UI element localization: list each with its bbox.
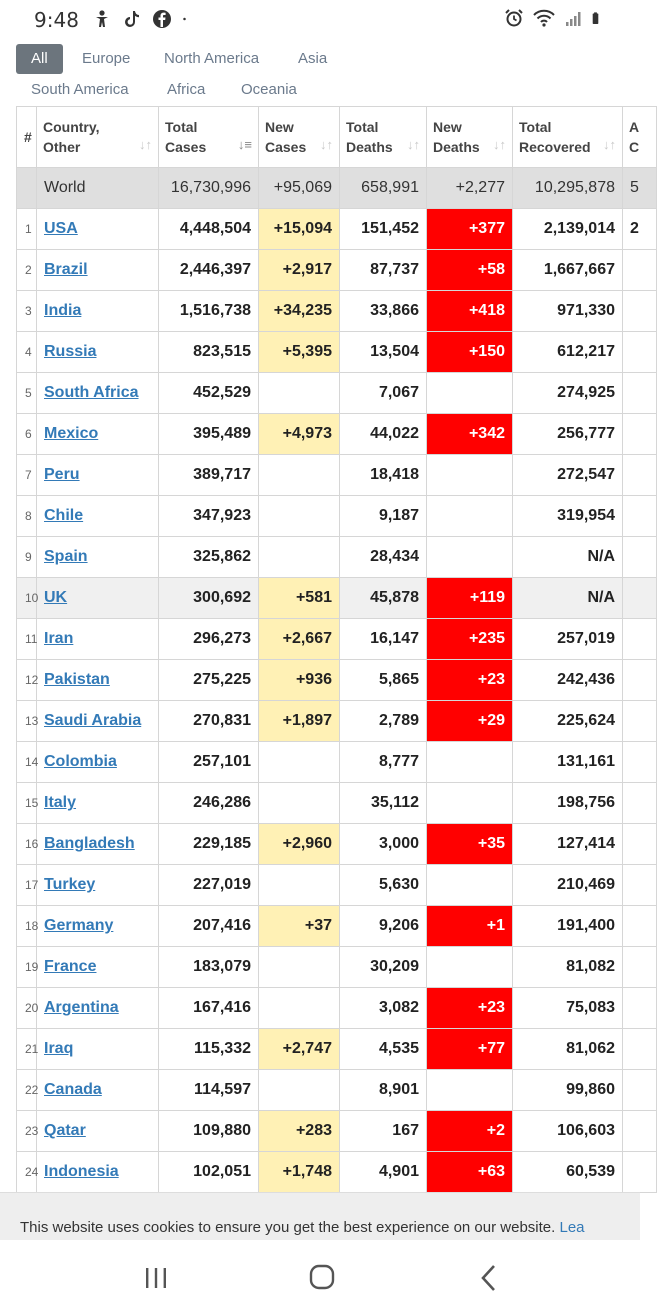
accessibility-icon bbox=[92, 9, 112, 29]
table-row bbox=[17, 947, 657, 988]
status-time: 9:48 bbox=[34, 8, 79, 32]
country-link[interactable]: Qatar bbox=[44, 1122, 86, 1139]
table-row bbox=[17, 783, 657, 824]
new-cases-cell: +5,395 bbox=[259, 332, 340, 373]
total-deaths-cell: 5,630 bbox=[340, 865, 427, 906]
total-recovered-cell: 60,539 bbox=[513, 1152, 623, 1193]
tab-south-america[interactable]: South America bbox=[31, 81, 129, 98]
header-new-deaths[interactable]: New Deaths ↓↑ bbox=[427, 107, 513, 168]
country-name bbox=[37, 906, 159, 947]
row-index: 20 bbox=[17, 988, 37, 1029]
country-name bbox=[37, 1152, 159, 1193]
country-link[interactable]: France bbox=[44, 958, 97, 975]
alarm-icon bbox=[504, 8, 524, 28]
table-row bbox=[17, 660, 657, 701]
country-name bbox=[37, 414, 159, 455]
country-link[interactable]: Iran bbox=[44, 630, 74, 647]
total-cases-cell: 2,446,397 bbox=[159, 250, 259, 291]
new-deaths-cell bbox=[427, 783, 513, 824]
total-deaths-cell: 3,000 bbox=[340, 824, 427, 865]
active-cases-cell bbox=[623, 496, 657, 537]
total-cases-cell: 300,692 bbox=[159, 578, 259, 619]
row-index: 2 bbox=[17, 250, 37, 291]
new-cases-cell: +2,960 bbox=[259, 824, 340, 865]
total-recovered-cell: 210,469 bbox=[513, 865, 623, 906]
total-recovered-cell: 257,019 bbox=[513, 619, 623, 660]
row-index: 3 bbox=[17, 291, 37, 332]
table-row bbox=[17, 1111, 657, 1152]
tiktok-icon bbox=[122, 9, 142, 29]
country-link[interactable]: Mexico bbox=[44, 425, 99, 442]
total-recovered-cell: 99,860 bbox=[513, 1070, 623, 1111]
new-cases-cell bbox=[259, 373, 340, 414]
table-row bbox=[17, 619, 657, 660]
new-deaths-cell: +77 bbox=[427, 1029, 513, 1070]
active-cases-cell bbox=[623, 619, 657, 660]
new-deaths-cell: +119 bbox=[427, 578, 513, 619]
total-recovered-cell: 191,400 bbox=[513, 906, 623, 947]
country-name bbox=[37, 824, 159, 865]
country-name: World bbox=[37, 168, 159, 209]
country-name bbox=[37, 496, 159, 537]
sort-icon: ↓↑ bbox=[139, 137, 152, 152]
total-deaths-cell: 35,112 bbox=[340, 783, 427, 824]
country-name bbox=[37, 742, 159, 783]
new-cases-cell: +283 bbox=[259, 1111, 340, 1152]
total-cases-cell: 389,717 bbox=[159, 455, 259, 496]
row-index: 4 bbox=[17, 332, 37, 373]
row-index: 6 bbox=[17, 414, 37, 455]
total-deaths-cell: 4,901 bbox=[340, 1152, 427, 1193]
active-cases-cell bbox=[623, 578, 657, 619]
country-link[interactable]: Iraq bbox=[44, 1040, 74, 1057]
country-name bbox=[37, 578, 159, 619]
row-index: 17 bbox=[17, 865, 37, 906]
table-row bbox=[17, 455, 657, 496]
new-deaths-cell: +342 bbox=[427, 414, 513, 455]
total-cases-cell: 275,225 bbox=[159, 660, 259, 701]
new-deaths-cell: +2,277 bbox=[427, 168, 513, 209]
new-cases-cell bbox=[259, 742, 340, 783]
dot-icon bbox=[182, 9, 192, 29]
active-cases-cell bbox=[623, 988, 657, 1029]
total-recovered-cell: N/A bbox=[513, 537, 623, 578]
new-deaths-cell bbox=[427, 1070, 513, 1111]
total-cases-cell: 227,019 bbox=[159, 865, 259, 906]
new-deaths-cell: +2 bbox=[427, 1111, 513, 1152]
region-tabs bbox=[16, 44, 640, 106]
new-deaths-cell bbox=[427, 373, 513, 414]
row-index: 12 bbox=[17, 660, 37, 701]
active-cases-cell bbox=[623, 742, 657, 783]
total-cases-cell: 16,730,996 bbox=[159, 168, 259, 209]
sort-icon: ↓↑ bbox=[407, 137, 420, 152]
country-link[interactable]: Italy bbox=[44, 794, 77, 811]
table-row bbox=[17, 988, 657, 1029]
country-link[interactable]: Bangladesh bbox=[44, 835, 135, 852]
total-recovered-cell: 1,667,667 bbox=[513, 250, 623, 291]
country-name bbox=[37, 701, 159, 742]
active-cases-cell bbox=[623, 332, 657, 373]
country-link[interactable]: South Africa bbox=[44, 384, 139, 401]
total-deaths-cell: 658,991 bbox=[340, 168, 427, 209]
total-deaths-cell: 13,504 bbox=[340, 332, 427, 373]
total-cases-cell: 823,515 bbox=[159, 332, 259, 373]
total-cases-cell: 102,051 bbox=[159, 1152, 259, 1193]
battery-icon bbox=[592, 8, 606, 28]
total-cases-cell: 452,529 bbox=[159, 373, 259, 414]
total-recovered-cell: 319,954 bbox=[513, 496, 623, 537]
active-cases-cell bbox=[623, 1152, 657, 1193]
covid-table-container[interactable] bbox=[16, 106, 640, 1196]
total-recovered-cell: 242,436 bbox=[513, 660, 623, 701]
active-cases-cell bbox=[623, 906, 657, 947]
row-index: 8 bbox=[17, 496, 37, 537]
signal-icon bbox=[564, 8, 584, 28]
new-deaths-cell: +235 bbox=[427, 619, 513, 660]
table-row bbox=[17, 537, 657, 578]
total-cases-cell: 167,416 bbox=[159, 988, 259, 1029]
new-cases-cell: +2,747 bbox=[259, 1029, 340, 1070]
active-cases-cell bbox=[623, 291, 657, 332]
country-name bbox=[37, 1070, 159, 1111]
new-deaths-cell bbox=[427, 496, 513, 537]
total-deaths-cell: 3,082 bbox=[340, 988, 427, 1029]
table-row bbox=[17, 209, 657, 250]
total-cases-cell: 183,079 bbox=[159, 947, 259, 988]
table-row-world bbox=[17, 168, 657, 209]
table-row bbox=[17, 414, 657, 455]
new-cases-cell bbox=[259, 496, 340, 537]
row-index bbox=[17, 168, 37, 209]
active-cases-cell bbox=[623, 1111, 657, 1152]
total-cases-cell: 115,332 bbox=[159, 1029, 259, 1070]
active-cases-cell bbox=[623, 701, 657, 742]
total-deaths-cell: 33,866 bbox=[340, 291, 427, 332]
active-cases-cell bbox=[623, 947, 657, 988]
row-index: 7 bbox=[17, 455, 37, 496]
new-cases-cell: +34,235 bbox=[259, 291, 340, 332]
table-row bbox=[17, 1152, 657, 1193]
new-deaths-cell bbox=[427, 947, 513, 988]
total-cases-cell: 395,489 bbox=[159, 414, 259, 455]
total-deaths-cell: 44,022 bbox=[340, 414, 427, 455]
header-active-cases[interactable]: A C bbox=[623, 107, 657, 168]
total-recovered-cell: 274,925 bbox=[513, 373, 623, 414]
table-header-row bbox=[17, 107, 657, 168]
active-cases-cell bbox=[623, 250, 657, 291]
sort-icon: ↓↑ bbox=[493, 137, 506, 152]
new-deaths-cell: +23 bbox=[427, 988, 513, 1029]
active-cases-cell bbox=[623, 660, 657, 701]
table-row bbox=[17, 250, 657, 291]
wifi-icon bbox=[532, 8, 556, 28]
active-cases-cell bbox=[623, 455, 657, 496]
country-name bbox=[37, 291, 159, 332]
country-link[interactable]: Turkey bbox=[44, 876, 96, 893]
country-link[interactable]: Brazil bbox=[44, 261, 88, 278]
active-cases-cell bbox=[623, 1070, 657, 1111]
total-recovered-cell: 225,624 bbox=[513, 701, 623, 742]
total-recovered-cell: 272,547 bbox=[513, 455, 623, 496]
facebook-icon bbox=[152, 9, 172, 29]
country-link[interactable]: Chile bbox=[44, 507, 84, 524]
new-cases-cell: +2,667 bbox=[259, 619, 340, 660]
new-deaths-cell: +418 bbox=[427, 291, 513, 332]
new-cases-cell: +936 bbox=[259, 660, 340, 701]
total-recovered-cell: 106,603 bbox=[513, 1111, 623, 1152]
table-row bbox=[17, 701, 657, 742]
tab-asia[interactable]: Asia bbox=[298, 50, 328, 67]
table-row bbox=[17, 906, 657, 947]
new-cases-cell: +581 bbox=[259, 578, 340, 619]
sort-icon: ↓↑ bbox=[320, 137, 333, 152]
country-link[interactable]: Spain bbox=[44, 548, 88, 565]
row-index: 23 bbox=[17, 1111, 37, 1152]
header-total-cases[interactable]: Total Cases ↓≡ bbox=[159, 107, 259, 168]
total-recovered-cell: 10,295,878 bbox=[513, 168, 623, 209]
country-link[interactable]: Pakistan bbox=[44, 671, 110, 688]
tab-oceania[interactable]: Oceania bbox=[241, 81, 297, 98]
total-cases-cell: 325,862 bbox=[159, 537, 259, 578]
table-row bbox=[17, 373, 657, 414]
active-cases-cell bbox=[623, 783, 657, 824]
new-deaths-cell bbox=[427, 537, 513, 578]
country-link[interactable]: UK bbox=[44, 589, 68, 606]
new-deaths-cell: +1 bbox=[427, 906, 513, 947]
recent-apps-icon[interactable] bbox=[136, 1262, 176, 1294]
total-recovered-cell: 2,139,014 bbox=[513, 209, 623, 250]
table-row bbox=[17, 1029, 657, 1070]
new-cases-cell bbox=[259, 865, 340, 906]
tab-all[interactable]: All bbox=[16, 44, 63, 74]
total-recovered-cell: 198,756 bbox=[513, 783, 623, 824]
table-row bbox=[17, 496, 657, 537]
active-cases-cell bbox=[623, 537, 657, 578]
table-row bbox=[17, 865, 657, 906]
new-deaths-cell: +23 bbox=[427, 660, 513, 701]
table-row bbox=[17, 742, 657, 783]
total-recovered-cell: 131,161 bbox=[513, 742, 623, 783]
row-index: 21 bbox=[17, 1029, 37, 1070]
row-index: 10 bbox=[17, 578, 37, 619]
total-recovered-cell: 81,082 bbox=[513, 947, 623, 988]
new-deaths-cell: +377 bbox=[427, 209, 513, 250]
header-new-cases[interactable]: New Cases ↓↑ bbox=[259, 107, 340, 168]
new-cases-cell bbox=[259, 783, 340, 824]
cookie-banner bbox=[0, 1192, 640, 1240]
navigation-bar bbox=[0, 1240, 640, 1315]
tab-north-america[interactable]: North America bbox=[164, 50, 260, 67]
new-cases-cell: +4,973 bbox=[259, 414, 340, 455]
total-cases-cell: 257,101 bbox=[159, 742, 259, 783]
country-name bbox=[37, 250, 159, 291]
total-cases-cell: 246,286 bbox=[159, 783, 259, 824]
table-row bbox=[17, 824, 657, 865]
row-index: 24 bbox=[17, 1152, 37, 1193]
total-cases-cell: 4,448,504 bbox=[159, 209, 259, 250]
total-deaths-cell: 8,901 bbox=[340, 1070, 427, 1111]
header-total-deaths[interactable]: Total Deaths ↓↑ bbox=[340, 107, 427, 168]
total-cases-cell: 114,597 bbox=[159, 1070, 259, 1111]
new-deaths-cell: +58 bbox=[427, 250, 513, 291]
country-name bbox=[37, 988, 159, 1029]
active-cases-cell bbox=[623, 1029, 657, 1070]
total-deaths-cell: 30,209 bbox=[340, 947, 427, 988]
active-cases-cell: 2 bbox=[623, 209, 657, 250]
row-index: 18 bbox=[17, 906, 37, 947]
total-recovered-cell: 256,777 bbox=[513, 414, 623, 455]
total-cases-cell: 229,185 bbox=[159, 824, 259, 865]
total-deaths-cell: 2,789 bbox=[340, 701, 427, 742]
new-cases-cell bbox=[259, 988, 340, 1029]
table-row bbox=[17, 1070, 657, 1111]
table-row bbox=[17, 578, 657, 619]
country-name bbox=[37, 947, 159, 988]
table-row bbox=[17, 291, 657, 332]
covid-table bbox=[16, 106, 657, 1193]
country-link[interactable]: Argentina bbox=[44, 999, 119, 1016]
new-deaths-cell bbox=[427, 455, 513, 496]
new-cases-cell bbox=[259, 537, 340, 578]
country-name bbox=[37, 783, 159, 824]
total-deaths-cell: 151,452 bbox=[340, 209, 427, 250]
total-deaths-cell: 16,147 bbox=[340, 619, 427, 660]
header-index[interactable]: # bbox=[17, 107, 37, 168]
country-name bbox=[37, 1029, 159, 1070]
country-link[interactable]: India bbox=[44, 302, 82, 319]
total-recovered-cell: 75,083 bbox=[513, 988, 623, 1029]
active-cases-cell bbox=[623, 414, 657, 455]
new-cases-cell bbox=[259, 455, 340, 496]
new-cases-cell bbox=[259, 1070, 340, 1111]
country-name bbox=[37, 537, 159, 578]
table-row bbox=[17, 332, 657, 373]
new-cases-cell: +1,897 bbox=[259, 701, 340, 742]
country-name bbox=[37, 332, 159, 373]
total-deaths-cell: 167 bbox=[340, 1111, 427, 1152]
total-cases-cell: 1,516,738 bbox=[159, 291, 259, 332]
row-index: 9 bbox=[17, 537, 37, 578]
home-icon[interactable] bbox=[302, 1262, 342, 1294]
country-link[interactable]: Russia bbox=[44, 343, 97, 360]
country-link[interactable]: Germany bbox=[44, 917, 114, 934]
row-index: 15 bbox=[17, 783, 37, 824]
country-name bbox=[37, 373, 159, 414]
total-deaths-cell: 9,187 bbox=[340, 496, 427, 537]
new-cases-cell: +1,748 bbox=[259, 1152, 340, 1193]
row-index: 16 bbox=[17, 824, 37, 865]
new-cases-cell: +2,917 bbox=[259, 250, 340, 291]
new-cases-cell bbox=[259, 947, 340, 988]
country-link[interactable]: Peru bbox=[44, 466, 80, 483]
total-recovered-cell: N/A bbox=[513, 578, 623, 619]
status-bar bbox=[0, 0, 640, 38]
total-cases-cell: 296,273 bbox=[159, 619, 259, 660]
tab-africa[interactable]: Africa bbox=[167, 81, 206, 98]
total-deaths-cell: 7,067 bbox=[340, 373, 427, 414]
total-deaths-cell: 5,865 bbox=[340, 660, 427, 701]
header-country[interactable]: Country, Other ↓↑ bbox=[37, 107, 159, 168]
row-index: 19 bbox=[17, 947, 37, 988]
new-cases-cell: +95,069 bbox=[259, 168, 340, 209]
total-cases-cell: 109,880 bbox=[159, 1111, 259, 1152]
sort-active-icon: ↓≡ bbox=[237, 137, 252, 152]
active-cases-cell bbox=[623, 373, 657, 414]
total-recovered-cell: 81,062 bbox=[513, 1029, 623, 1070]
row-index: 11 bbox=[17, 619, 37, 660]
total-deaths-cell: 45,878 bbox=[340, 578, 427, 619]
country-name bbox=[37, 1111, 159, 1152]
total-cases-cell: 347,923 bbox=[159, 496, 259, 537]
total-deaths-cell: 4,535 bbox=[340, 1029, 427, 1070]
total-deaths-cell: 18,418 bbox=[340, 455, 427, 496]
total-deaths-cell: 87,737 bbox=[340, 250, 427, 291]
total-recovered-cell: 127,414 bbox=[513, 824, 623, 865]
active-cases-cell bbox=[623, 824, 657, 865]
total-deaths-cell: 8,777 bbox=[340, 742, 427, 783]
new-deaths-cell bbox=[427, 742, 513, 783]
total-deaths-cell: 28,434 bbox=[340, 537, 427, 578]
country-link[interactable]: Canada bbox=[44, 1081, 102, 1098]
new-deaths-cell: +63 bbox=[427, 1152, 513, 1193]
country-name bbox=[37, 865, 159, 906]
new-deaths-cell: +35 bbox=[427, 824, 513, 865]
country-name bbox=[37, 209, 159, 250]
total-deaths-cell: 9,206 bbox=[340, 906, 427, 947]
sort-icon: ↓↑ bbox=[603, 137, 616, 152]
new-deaths-cell bbox=[427, 865, 513, 906]
cookie-learn-more-link[interactable]: Lea bbox=[559, 1219, 585, 1236]
new-cases-cell: +15,094 bbox=[259, 209, 340, 250]
row-index: 14 bbox=[17, 742, 37, 783]
row-index: 1 bbox=[17, 209, 37, 250]
back-icon[interactable] bbox=[468, 1262, 508, 1294]
new-deaths-cell: +150 bbox=[427, 332, 513, 373]
country-link[interactable]: Colombia bbox=[44, 753, 117, 770]
country-name bbox=[37, 619, 159, 660]
total-recovered-cell: 971,330 bbox=[513, 291, 623, 332]
new-deaths-cell: +29 bbox=[427, 701, 513, 742]
total-cases-cell: 207,416 bbox=[159, 906, 259, 947]
total-cases-cell: 270,831 bbox=[159, 701, 259, 742]
country-link[interactable]: Saudi Arabia bbox=[44, 712, 142, 729]
country-link[interactable]: USA bbox=[44, 220, 78, 237]
country-name bbox=[37, 455, 159, 496]
active-cases-cell: 5 bbox=[623, 168, 657, 209]
new-cases-cell: +37 bbox=[259, 906, 340, 947]
header-total-recovered[interactable]: Total Recovered ↓↑ bbox=[513, 107, 623, 168]
tab-europe[interactable]: Europe bbox=[82, 50, 131, 67]
cookie-text: This website uses cookies to ensure you get the best experience on our website. Lea bbox=[20, 1219, 585, 1236]
country-link[interactable]: Indonesia bbox=[44, 1163, 119, 1180]
active-cases-cell bbox=[623, 865, 657, 906]
row-index: 13 bbox=[17, 701, 37, 742]
country-name bbox=[37, 660, 159, 701]
row-index: 22 bbox=[17, 1070, 37, 1111]
total-recovered-cell: 612,217 bbox=[513, 332, 623, 373]
row-index: 5 bbox=[17, 373, 37, 414]
